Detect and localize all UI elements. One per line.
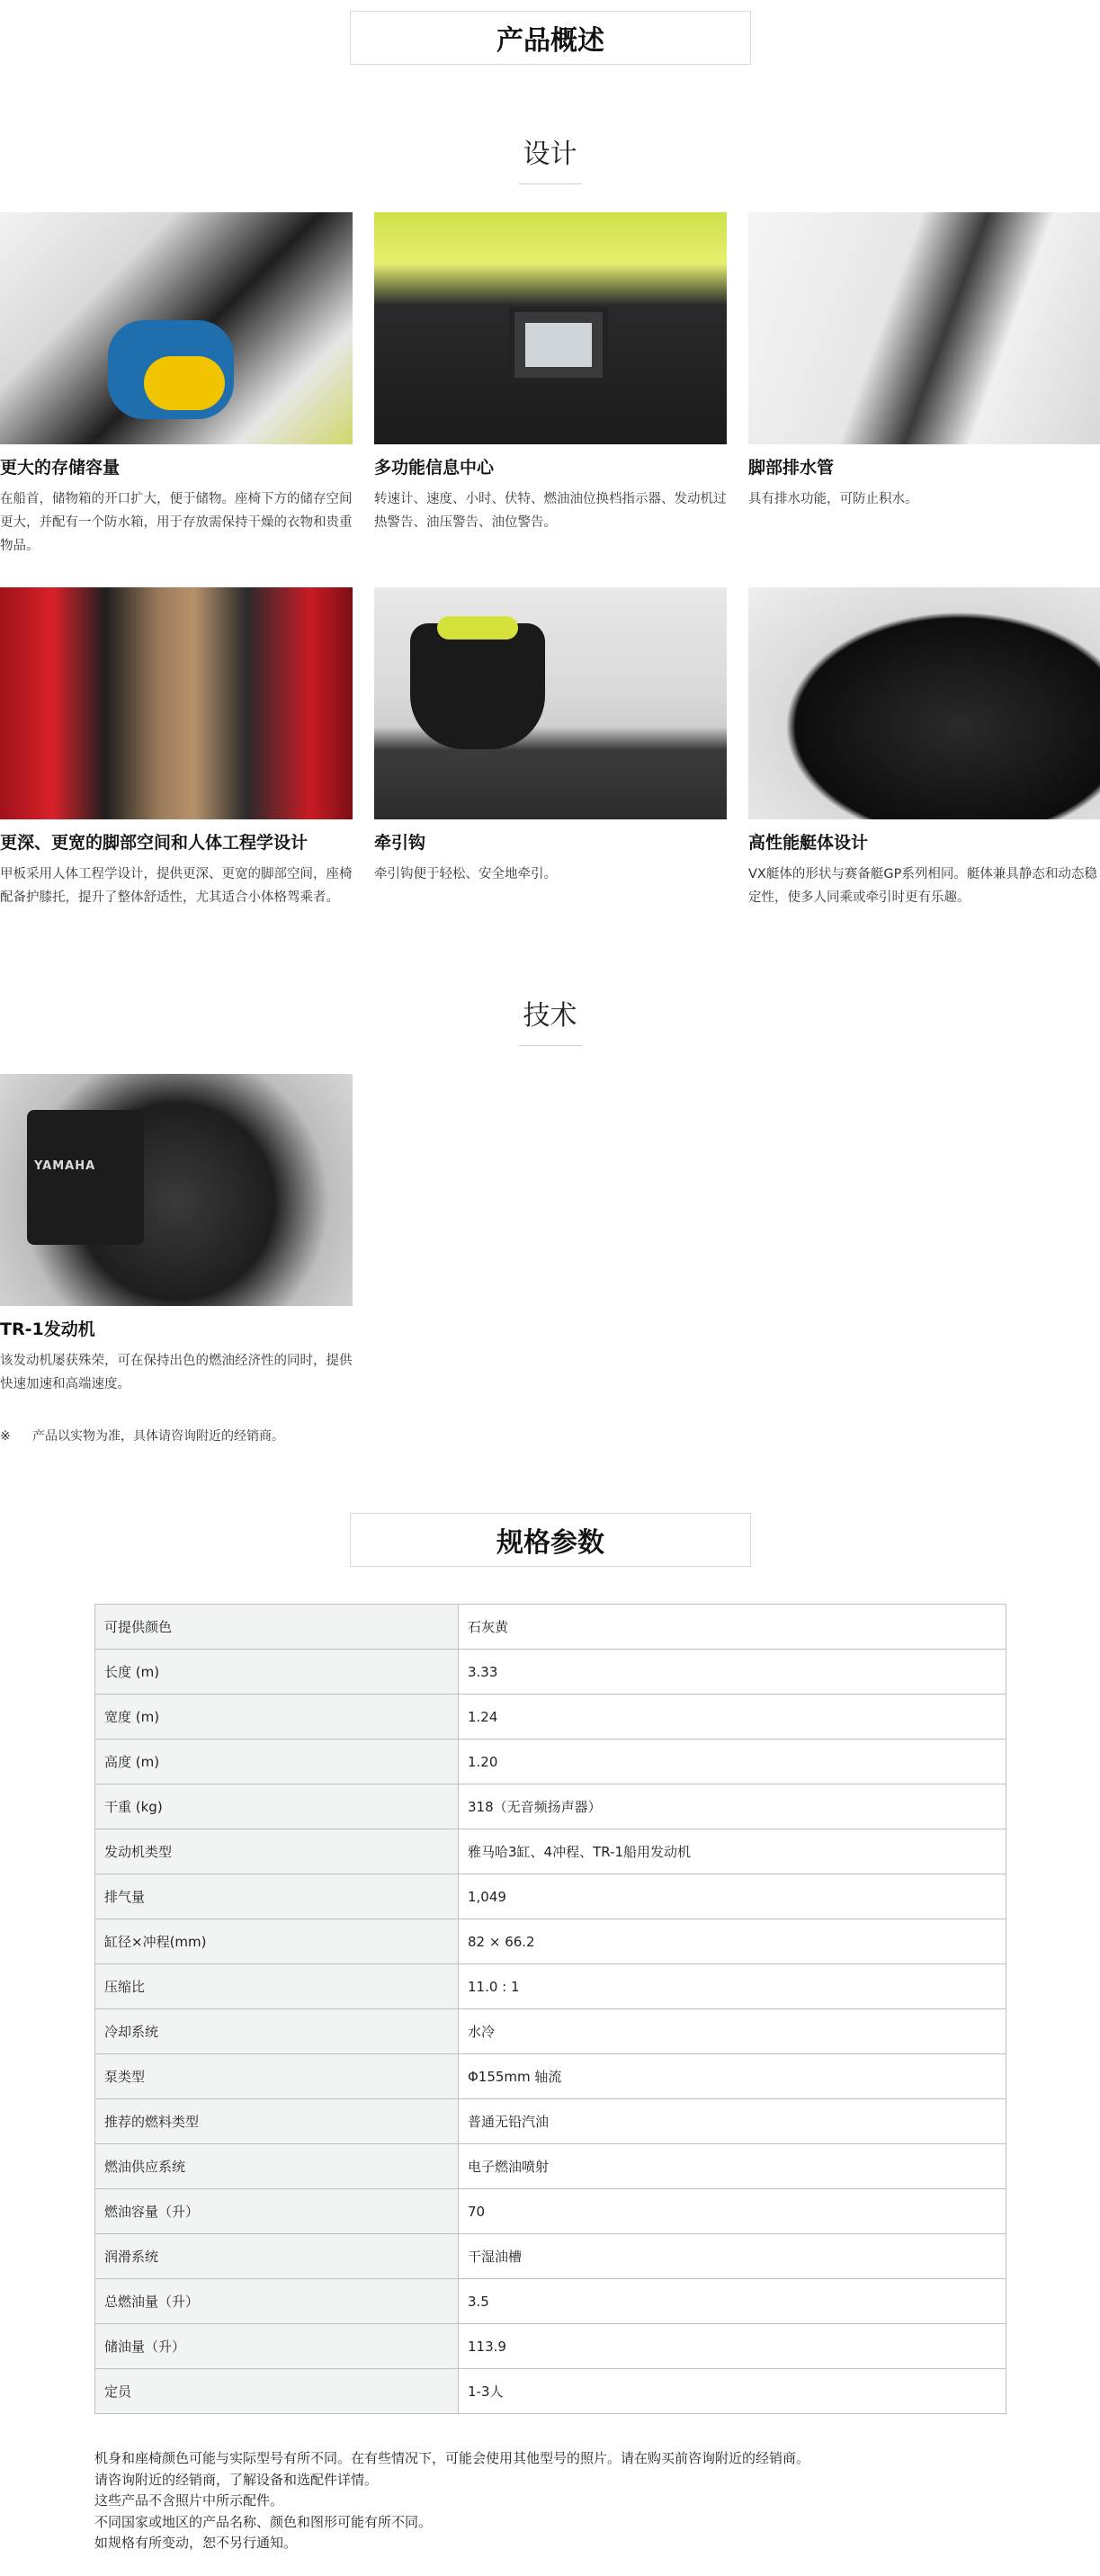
spec-row	[95, 1605, 1006, 1650]
spec-row	[95, 2369, 1006, 2414]
feature-desc: 具有排水功能，可防止积水。	[748, 492, 918, 506]
storage-image	[0, 212, 353, 444]
specs-title: 规格参数	[350, 1513, 751, 1567]
footnotes	[94, 2448, 809, 2554]
spec-label: 推荐的燃料类型	[95, 2099, 459, 2144]
engine-image	[0, 1074, 353, 1306]
drain-image	[748, 212, 1100, 444]
yamaha-logo: YAMAHA	[34, 1159, 96, 1173]
spec-value: 70	[459, 2189, 1006, 2234]
note-mark: ※	[0, 1429, 11, 1444]
design-heading-text: 设计	[523, 139, 577, 170]
design-heading-rule	[519, 183, 582, 184]
meter-image	[374, 212, 727, 444]
tech-heading-text: 技术	[523, 1000, 577, 1032]
spec-value: 石灰黄	[459, 1605, 1006, 1650]
feature-desc: VX艇体的形状与赛备艇GP系列相同。艇体兼具静态和动态稳定性，使多人同乘或牵引时更有乐趣。	[748, 867, 1097, 905]
spec-label: 干重 (kg)	[95, 1784, 459, 1829]
feature-title: 更大的存储容量	[0, 458, 121, 478]
footnote: 请咨询附近的经销商，了解设备和选配件详情。	[94, 2471, 379, 2488]
spec-value: 1,049	[459, 1874, 1006, 1919]
spec-row	[95, 1964, 1006, 2009]
disclaimer-note	[0, 1427, 284, 1445]
spec-value: 电子燃油喷射	[459, 2144, 1006, 2189]
spec-value: 干湿油槽	[459, 2234, 1006, 2279]
spec-value: 3.5	[459, 2279, 1006, 2324]
hull-image	[748, 587, 1100, 819]
spec-value: 雅马哈3缸、4冲程、TR-1船用发动机	[459, 1829, 1006, 1874]
spec-row	[95, 2054, 1006, 2099]
design-heading	[0, 131, 1100, 184]
feature-engine	[0, 1074, 353, 1396]
spec-row	[95, 1784, 1006, 1829]
spec-label: 冷却系统	[95, 2009, 459, 2054]
footnote: 机身和座椅颜色可能与实际型号有所不同。在有些情况下，可能会使用其他型号的照片。请在购买前咨询附近的经销商。	[94, 2450, 810, 2466]
spec-label: 泵类型	[95, 2054, 459, 2099]
footnote: 这些产品不含照片中所示配件。	[94, 2492, 284, 2509]
spec-value: 3.33	[459, 1650, 1006, 1695]
spec-row	[95, 1650, 1006, 1695]
spec-value: 1-3人	[459, 2369, 1006, 2414]
spec-label: 压缩比	[95, 1964, 459, 2009]
tech-heading	[0, 993, 1100, 1046]
spec-value: 318（无音频扬声器）	[459, 1784, 1006, 1829]
spec-label: 排气量	[95, 1874, 459, 1919]
spec-label: 高度 (m)	[95, 1740, 459, 1784]
footnote: 如规格有所变动，恕不另行通知。	[94, 2535, 298, 2551]
spec-row	[95, 2009, 1006, 2054]
spec-label: 缸径×冲程(mm)	[95, 1919, 459, 1964]
spec-row	[95, 1829, 1006, 1874]
spec-label: 宽度 (m)	[95, 1695, 459, 1740]
feature-desc: 该发动机屡获殊荣，可在保持出色的燃油经济性的同时，提供快速加速和高端速度。	[0, 1354, 353, 1391]
feature-desc: 牵引钩便于轻松、安全地牵引。	[374, 867, 557, 881]
spec-label: 储油量（升）	[95, 2324, 459, 2369]
feature-desc: 甲板采用人体工程学设计，提供更深、更宽的脚部空间，座椅配备护膝托，提升了整体舒适性，尤其适合小体格驾乘者。	[0, 867, 353, 905]
spec-value: 水冷	[459, 2009, 1006, 2054]
note-text: 产品以实物为准，具体请咨询附近的经销商。	[32, 1429, 284, 1444]
spec-value: 11.0 : 1	[459, 1964, 1006, 2009]
spec-row	[95, 2144, 1006, 2189]
feature-storage	[0, 212, 353, 558]
feature-footwell	[0, 587, 353, 909]
spec-value: 普通无铅汽油	[459, 2099, 1006, 2144]
footwell-image	[0, 587, 353, 819]
spec-row	[95, 1695, 1006, 1740]
feature-desc: 转速计、速度、小时、伏特、燃油油位换档指示器、发动机过热警告、油压警告、油位警告。	[374, 492, 727, 530]
spec-row	[95, 2324, 1006, 2369]
spec-row	[95, 2099, 1006, 2144]
feature-title: 多功能信息中心	[374, 458, 495, 478]
spec-value: Φ155mm 轴流	[459, 2054, 1006, 2099]
spec-label: 定员	[95, 2369, 459, 2414]
spec-label: 发动机类型	[95, 1829, 459, 1874]
spec-row	[95, 2189, 1006, 2234]
feature-foot-drain	[748, 212, 1100, 511]
spec-label: 燃油供应系统	[95, 2144, 459, 2189]
feature-info-center	[374, 212, 727, 534]
tech-heading-rule	[519, 1045, 582, 1046]
tow-hook-image	[374, 587, 727, 819]
feature-tow-hook	[374, 587, 727, 886]
feature-desc: 在船首，储物箱的开口扩大，便于储物。座椅下方的储存空间更大，并配有一个防水箱，用于存放需保持干燥的衣物和贵重物品。	[0, 492, 353, 553]
spec-row	[95, 2234, 1006, 2279]
spec-label: 可提供颜色	[95, 1605, 459, 1650]
spec-value: 82 × 66.2	[459, 1919, 1006, 1964]
spec-label: 润滑系统	[95, 2234, 459, 2279]
spec-table	[94, 1604, 1006, 2414]
spec-row	[95, 1919, 1006, 1964]
feature-title: 牵引钩	[374, 833, 426, 853]
spec-value: 113.9	[459, 2324, 1006, 2369]
feature-title: 高性能艇体设计	[748, 833, 869, 853]
footnote: 不同国家或地区的产品名称、颜色和图形可能有所不同。	[94, 2513, 433, 2530]
feature-hull	[748, 587, 1100, 909]
feature-title: TR-1发动机	[0, 1319, 95, 1339]
spec-label: 燃油容量（升）	[95, 2189, 459, 2234]
spec-label: 长度 (m)	[95, 1650, 459, 1695]
overview-title: 产品概述	[350, 11, 751, 65]
spec-value: 1.24	[459, 1695, 1006, 1740]
spec-row	[95, 1740, 1006, 1784]
feature-title: 脚部排水管	[748, 458, 835, 478]
feature-title: 更深、更宽的脚部空间和人体工程学设计	[0, 833, 309, 853]
spec-label: 总燃油量（升）	[95, 2279, 459, 2324]
spec-row	[95, 1874, 1006, 1919]
spec-row	[95, 2279, 1006, 2324]
spec-value: 1.20	[459, 1740, 1006, 1784]
